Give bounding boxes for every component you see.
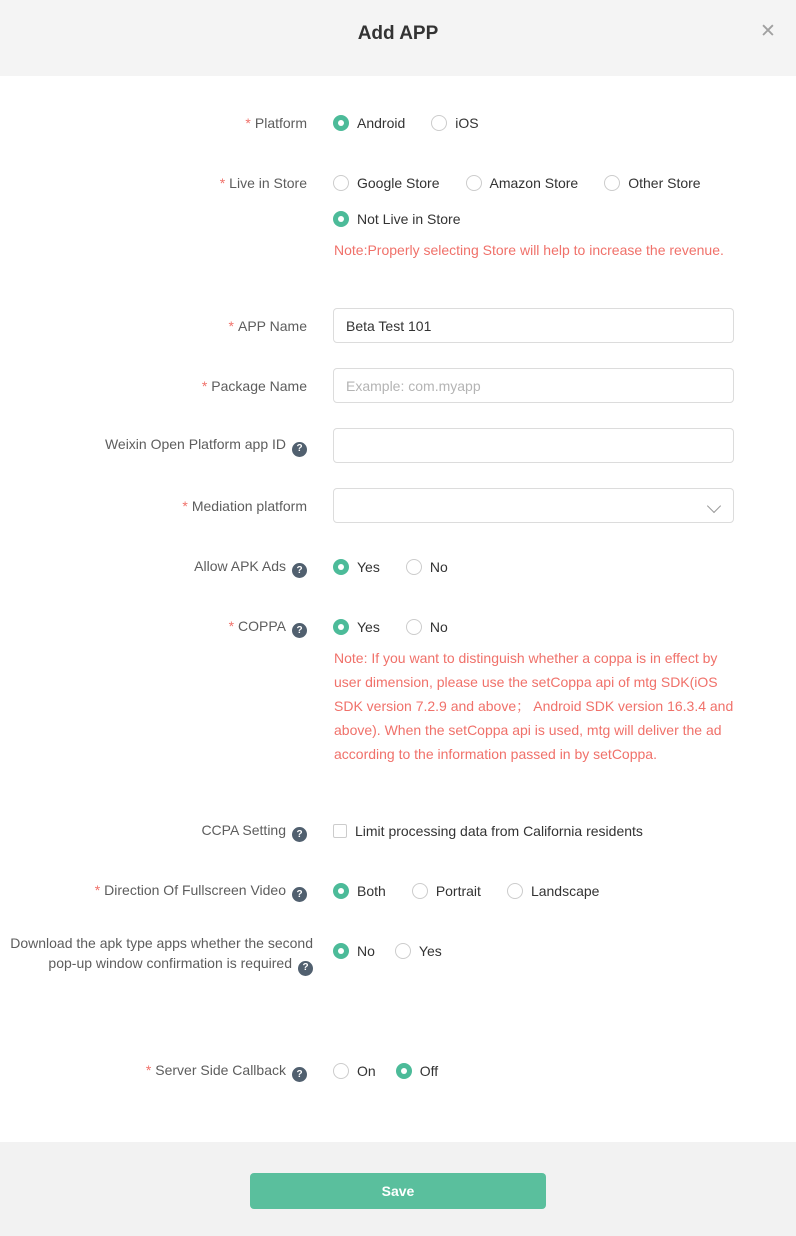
weixin-app-id-input[interactable] (333, 428, 734, 463)
radio-other-store[interactable]: Other Store (604, 175, 700, 191)
platform-row (0, 113, 796, 133)
help-icon[interactable]: ? (298, 961, 313, 976)
coppa-note: Note: If you want to distinguish whether a coppa is in effect by user dimension, please use the setCoppa api of mtg SDK(iOS SDK version 7.2.9 and above； Android SDK version 16.3.4 and above). When the setCoppa api is used, mtg will deliver the ad according to the information passed in by setCoppa. (334, 650, 734, 762)
coppa-row (0, 617, 796, 637)
required-marker: * (94, 881, 101, 898)
package-name-label: * Package Name (201, 377, 307, 394)
not-live-in-store-row (0, 209, 796, 229)
radio-selected-icon[interactable] (333, 211, 349, 227)
allow-apk-ads-row (0, 557, 796, 577)
help-icon[interactable]: ? (292, 563, 307, 578)
fullscreen-direction-row (0, 881, 796, 901)
help-icon[interactable]: ? (292, 1067, 307, 1082)
required-marker: * (201, 377, 208, 394)
radio-selected-icon[interactable] (333, 559, 349, 575)
radio-platform-ios[interactable]: iOS (431, 115, 478, 131)
live-in-store-label: * Live in Store (219, 175, 307, 191)
radio-unselected-icon[interactable] (412, 883, 428, 899)
dialog-title: Add APP (357, 23, 439, 44)
server-callback-label: * Server Side Callback ? (0, 1060, 307, 1083)
radio-selected-icon[interactable] (333, 619, 349, 635)
radio-unselected-icon[interactable] (395, 943, 411, 959)
platform-label: * Platform (245, 115, 307, 131)
server-callback-row (0, 1061, 796, 1081)
radio-not-live-in-store[interactable]: Not Live in Store (333, 211, 461, 227)
apk-confirm-label: Download the apk type apps whether the second pop-up window confirmation is required ? (0, 933, 313, 976)
radio-direction-portrait[interactable]: Portrait (412, 883, 481, 899)
radio-unselected-icon[interactable] (604, 175, 620, 191)
radio-unselected-icon[interactable] (431, 115, 447, 131)
app-name-label: * APP Name (228, 317, 307, 334)
required-marker: * (145, 1061, 152, 1078)
help-icon[interactable]: ? (292, 887, 307, 902)
radio-apk-confirm-yes[interactable]: Yes (395, 943, 442, 959)
dialog-footer (0, 1142, 796, 1236)
ccpa-row (0, 821, 796, 841)
radio-unselected-icon[interactable] (333, 1063, 349, 1079)
radio-apk-ads-no[interactable]: No (406, 559, 448, 575)
weixin-app-id-label: Weixin Open Platform app ID ? (0, 434, 307, 457)
radio-coppa-no[interactable]: No (406, 619, 448, 635)
help-icon[interactable]: ? (292, 827, 307, 842)
radio-selected-icon[interactable] (333, 115, 349, 131)
radio-apk-ads-yes[interactable]: Yes (333, 559, 380, 575)
live-in-store-row (0, 173, 796, 193)
store-note: Note:Properly selecting Store will help to increase the revenue. (334, 242, 724, 258)
help-icon[interactable]: ? (292, 623, 307, 638)
radio-platform-android[interactable]: Android (333, 115, 405, 131)
radio-callback-off[interactable]: Off (396, 1063, 438, 1079)
radio-direction-both[interactable]: Both (333, 883, 386, 899)
coppa-label: * COPPA ? (0, 616, 307, 639)
allow-apk-ads-label: Allow APK Ads ? (0, 556, 307, 579)
app-name-input[interactable] (333, 308, 734, 343)
chevron-down-icon (707, 499, 721, 513)
radio-unselected-icon[interactable] (333, 175, 349, 191)
radio-apk-confirm-no[interactable]: No (333, 943, 375, 959)
close-icon[interactable]: ✕ (760, 21, 776, 42)
required-marker: * (245, 115, 251, 131)
radio-callback-on[interactable]: On (333, 1063, 376, 1079)
dialog-header (0, 0, 796, 76)
mediation-platform-select[interactable] (333, 488, 734, 523)
required-marker: * (228, 317, 234, 334)
radio-unselected-icon[interactable] (466, 175, 482, 191)
radio-direction-landscape[interactable]: Landscape (507, 883, 600, 899)
radio-google-store[interactable]: Google Store (333, 175, 440, 191)
checkbox-unchecked-icon[interactable] (333, 824, 347, 838)
required-marker: * (228, 617, 235, 634)
save-button[interactable]: Save (250, 1173, 546, 1209)
apk-confirm-row (333, 941, 793, 961)
mediation-platform-label: * Mediation platform (182, 497, 307, 514)
ccpa-checkbox-option[interactable]: Limit processing data from California residents (333, 823, 643, 839)
help-icon[interactable]: ? (292, 442, 307, 457)
required-marker: * (219, 175, 226, 191)
radio-selected-icon[interactable] (333, 943, 349, 959)
radio-selected-icon[interactable] (396, 1063, 412, 1079)
radio-unselected-icon[interactable] (406, 559, 422, 575)
required-marker: * (182, 497, 188, 514)
fullscreen-direction-label: * Direction Of Fullscreen Video ? (0, 880, 307, 903)
radio-unselected-icon[interactable] (406, 619, 422, 635)
radio-amazon-store[interactable]: Amazon Store (466, 175, 579, 191)
ccpa-label: CCPA Setting ? (0, 820, 307, 843)
radio-coppa-yes[interactable]: Yes (333, 619, 380, 635)
radio-selected-icon[interactable] (333, 883, 349, 899)
radio-unselected-icon[interactable] (507, 883, 523, 899)
package-name-input[interactable] (333, 368, 734, 403)
